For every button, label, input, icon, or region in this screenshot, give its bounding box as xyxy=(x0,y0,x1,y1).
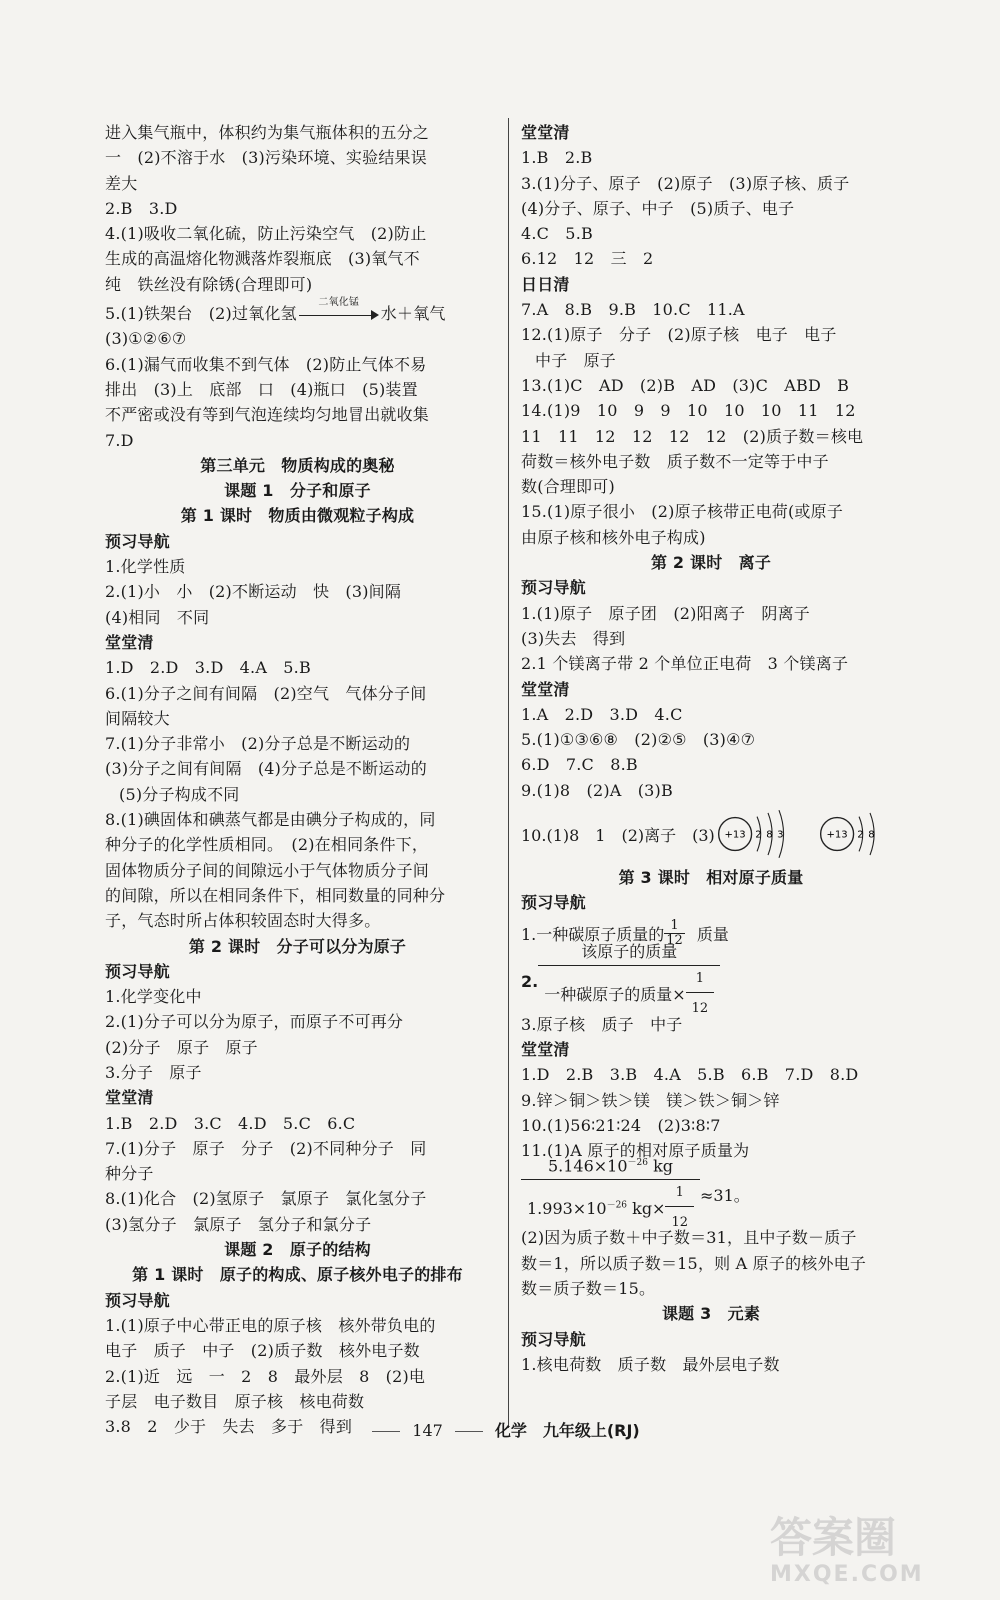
atom-diagram-aluminum xyxy=(715,807,799,861)
section-heading: 预习导航 xyxy=(105,961,170,981)
section-heading: 预习导航 xyxy=(521,1329,586,1349)
denominator: 12 xyxy=(671,1215,689,1231)
text-line: (5)分子构成不同 xyxy=(119,784,240,804)
text-line: 12.(1)原子 分子 (2)原子核 电子 电子 xyxy=(521,325,837,345)
item-number: 2. xyxy=(521,972,539,992)
topic-title: 课题 1 分子和原子 xyxy=(224,481,371,501)
text-line: 8.(1)碘固体和碘蒸气都是由碘分子构成的，同 xyxy=(105,810,436,830)
lesson-title: 第 3 课时 相对原子质量 xyxy=(618,868,804,888)
text-line: (3)氢分子 氯原子 氢分子和氯分子 xyxy=(105,1214,372,1234)
denominator: 12 xyxy=(691,1000,709,1016)
denominator-exponent: －26 xyxy=(606,1200,628,1211)
formula-numerator: 该原子的质量 xyxy=(538,941,720,966)
shell-electrons: 2 xyxy=(857,829,864,841)
formula-line xyxy=(521,941,901,1016)
section-heading: 预习导航 xyxy=(105,1290,170,1310)
formula-result: ≈31。 xyxy=(700,1185,750,1205)
footer-dash xyxy=(455,1431,483,1432)
text-line: 子层 电子数目 原子核 核电荷数 xyxy=(105,1391,365,1411)
nucleus-charge: +13 xyxy=(724,829,746,841)
text-line: 子，气态时所占体积较固态时大得多。 xyxy=(105,911,381,931)
text-line: 数＝1，所以质子数＝15，则 A 原子的核外电子 xyxy=(521,1253,867,1273)
equation-line xyxy=(105,296,490,326)
text-line: 7.(1)分子 原子 分子 (2)不同种分子 同 xyxy=(105,1138,427,1158)
formula-numerator xyxy=(521,1152,700,1180)
text-line: 的间隙，所以在相同条件下，相同数量的同种分 xyxy=(105,885,446,905)
text-line: 不严密或没有等到气泡连续均匀地冒出就收集 xyxy=(105,405,430,425)
shell-electrons: 8 xyxy=(868,829,875,841)
formula-line xyxy=(521,1156,901,1231)
text-line: (4)相同 不同 xyxy=(105,607,210,627)
text-line: 2.(1)近 远 一 2 8 最外层 8 (2)电 xyxy=(105,1366,426,1386)
text-line: 2.B 3.D xyxy=(105,198,178,218)
text-line: 11 11 12 12 12 12 (2)质子数＝核电 xyxy=(521,426,864,446)
text-line: 7.(1)分子非常小 (2)分子总是不断运动的 xyxy=(105,734,411,754)
text-line: 3.(1)分子、原子 (2)原子 (3)原子核、质子 xyxy=(521,173,850,193)
text-line: 中子 原子 xyxy=(535,350,617,370)
lesson-title: 第 2 课时 分子可以分为原子 xyxy=(188,936,407,956)
text-line: 进入集气瓶中，体积约为集气瓶体积的五分之 xyxy=(105,123,430,142)
text-line: 1.化学变化中 xyxy=(105,987,202,1007)
fraction-prefix: 1.一种碳原子质量的 xyxy=(521,925,665,945)
text-line: 纯 铁丝没有除锈(合理即可) xyxy=(105,274,313,294)
page-number: 147 xyxy=(412,1421,443,1440)
text-line: 差大 xyxy=(105,173,138,193)
text-line: 2.(1)小 小 (2)不断运动 快 (3)间隔 xyxy=(105,582,402,602)
fraction-suffix: 质量 xyxy=(696,925,729,945)
shell-electrons: 3 xyxy=(776,829,784,841)
mass-ratio-fraction xyxy=(521,1152,700,1237)
text-line: 13.(1)C AD (2)B AD (3)C ABD B xyxy=(521,375,850,395)
shell-electrons: 2 xyxy=(755,829,762,841)
lesson-title: 第 1 课时 原子的构成、原子核外电子的排布 xyxy=(132,1265,463,1285)
text-line: 9.锌＞铜＞铁＞镁 镁＞铁＞铜＞锌 xyxy=(521,1090,780,1110)
watermark-logo xyxy=(770,1514,980,1592)
text-line: 1.B 2.D 3.C 4.D 5.C 6.C xyxy=(105,1113,356,1133)
denominator-text: 一种碳原子的质量× xyxy=(544,984,686,1004)
text-line: 6.12 12 三 2 xyxy=(521,249,654,269)
atom-structure-line xyxy=(521,803,901,865)
text-line: 1.核电荷数 质子数 最外层电子数 xyxy=(521,1354,780,1374)
text-line: 荷数＝核外电子数 质子数不一定等于中子 xyxy=(521,451,829,471)
text-line: 种分子 xyxy=(105,1164,154,1184)
text-line: 5.(1)①③⑥⑧ (2)②⑤ (3)④⑦ xyxy=(521,730,756,750)
topic-title: 课题 3 元素 xyxy=(661,1304,761,1324)
text-line: 1.(1)原子 原子团 (2)阳离子 阴离子 xyxy=(521,603,810,623)
equation-product: 水＋氧气 xyxy=(380,304,446,324)
nucleus-charge: +13 xyxy=(826,829,848,841)
left-column xyxy=(105,120,490,1439)
text-line: 间隔较大 xyxy=(105,708,170,728)
text-line: 1.B 2.B xyxy=(521,148,593,168)
text-line: 14.(1)9 10 9 9 10 10 10 11 12 xyxy=(521,401,856,421)
unit-title: 第三单元 物质构成的奥秘 xyxy=(200,455,395,475)
text-line: 种分子的化学性质相同。 (2)在相同条件下， xyxy=(105,835,429,855)
text-line: (4)分子、原子、中子 (5)质子、电子 xyxy=(521,198,795,218)
text-line: (3)①②⑥⑦ xyxy=(105,329,187,349)
text-line: 6.(1)漏气而收集不到气体 (2)防止气体不易 xyxy=(105,354,427,374)
text-line: 1.化学性质 xyxy=(105,557,186,577)
topic-title: 课题 2 原子的结构 xyxy=(224,1240,371,1260)
text-line: 固体物质分子间的间隙远小于气体物质分子间 xyxy=(105,860,430,880)
text-line: 3.8 2 少于 失去 多于 得到 xyxy=(105,1417,353,1437)
numerator: 1 xyxy=(665,1182,694,1207)
formula-fraction xyxy=(538,941,720,1023)
text-line: 3.分子 原子 xyxy=(105,1062,202,1082)
equation-text: 5.(1)铁架台 (2)过氧化氢 xyxy=(105,304,297,324)
denominator: 12 xyxy=(666,933,683,949)
text-line: (2)分子 原子 原子 xyxy=(105,1037,258,1057)
numerator-exponent: －26 xyxy=(627,1157,648,1168)
section-heading: 堂堂清 xyxy=(521,123,570,142)
text-line: 1.D 2.D 3.D 4.A 5.B xyxy=(105,658,311,678)
text-line: 2.(1)分子可以分为原子，而原子不可再分 xyxy=(105,1012,404,1032)
shell-electrons: 8 xyxy=(766,829,773,841)
lesson-title: 第 1 课时 物质由微观粒子构成 xyxy=(180,506,415,526)
text-line: 由原子核和核外电子构成) xyxy=(521,527,706,547)
atom-diagram-aluminum-ion xyxy=(817,807,901,861)
lesson-title: 第 2 课时 离子 xyxy=(650,553,772,573)
footer-subject: 化学 九年级上(RJ) xyxy=(494,1421,640,1440)
text-line: 6.D 7.C 8.B xyxy=(521,755,638,775)
text-line: (3)分子之间有间隔 (4)分子总是不断运动的 xyxy=(105,759,427,779)
section-heading: 预习导航 xyxy=(105,531,170,551)
numerator-base: 5.146×10 xyxy=(547,1156,628,1176)
section-heading: 预习导航 xyxy=(521,578,586,598)
numerator: 1 xyxy=(664,919,685,934)
section-heading: 预习导航 xyxy=(521,893,586,913)
text-line: (3)失去 得到 xyxy=(521,628,626,648)
text-line: 生成的高温熔化物溅落炸裂瓶底 (3)氧气不 xyxy=(105,249,420,269)
section-heading: 堂堂清 xyxy=(521,679,570,699)
text-line: 1.A 2.D 3.D 4.C xyxy=(521,704,683,724)
text-line: 3.原子核 质子 中子 xyxy=(521,1014,683,1034)
fraction xyxy=(686,968,715,1023)
text-line: 10.(1)56∶21∶24 (2)3∶8∶7 xyxy=(521,1115,721,1135)
text-line: 电子 质子 中子 (2)质子数 核外电子数 xyxy=(105,1341,420,1361)
column-divider xyxy=(508,118,509,1428)
page-footer xyxy=(0,1418,1000,1441)
watermark-cn: 答案圈 xyxy=(770,1513,897,1562)
section-heading: 日日清 xyxy=(521,274,570,294)
text-line: 数＝质子数＝15。 xyxy=(521,1278,656,1298)
section-heading: 堂堂清 xyxy=(521,1039,570,1059)
text-line: 数(合理即可) xyxy=(521,477,615,497)
text-line: 4.C 5.B xyxy=(521,224,593,244)
text-line: (2)因为质子数＋中子数＝31，且中子数－质子 xyxy=(521,1228,857,1248)
text-line: 6.(1)分子之间有间隔 (2)空气 气体分子间 xyxy=(105,683,427,703)
text-line: 7.A 8.B 9.B 10.C 11.A xyxy=(521,300,745,320)
text-line: 4.(1)吸收二氧化硫，防止污染空气 (2)防止 xyxy=(105,224,427,244)
text-line: 1.D 2.B 3.B 4.A 5.B 6.B 7.D 8.D xyxy=(521,1065,859,1085)
denominator-base: 1.993×10 xyxy=(527,1199,607,1219)
text-line: 1.(1)原子中心带正电的原子核 核外带负电的 xyxy=(105,1315,436,1335)
text-line: 7.D xyxy=(105,430,134,450)
right-column xyxy=(521,120,901,1377)
text-line: 15.(1)原子很小 (2)原子核带正电荷(或原子 xyxy=(521,502,844,522)
text-line: 2.1 个镁离子带 2 个单位正电荷 3 个镁离子 xyxy=(521,654,849,674)
text-line: 10.(1)8 1 (2)离子 (3) xyxy=(521,825,715,845)
text-line: 8.(1)化合 (2)氢原子 氯原子 氯化氢分子 xyxy=(105,1189,427,1209)
numerator-unit: kg xyxy=(648,1156,674,1176)
text-line: 11.(1)A 原子的相对原子质量为 xyxy=(521,1141,750,1161)
watermark-en: MXQE.COM xyxy=(770,1562,924,1587)
numerator: 1 xyxy=(686,968,715,993)
reaction-arrow xyxy=(299,296,379,321)
text-line: 排出 (3)上 底部 口 (4)瓶口 (5)装置 xyxy=(105,379,418,399)
section-heading: 堂堂清 xyxy=(105,1088,154,1108)
denominator-unit: kg× xyxy=(627,1199,666,1219)
section-heading: 堂堂清 xyxy=(105,632,154,652)
reaction-condition: 二氧化锰 xyxy=(318,296,360,308)
footer-dash xyxy=(372,1431,400,1432)
text-line: 9.(1)8 (2)A (3)B xyxy=(521,780,673,800)
text-line: 一 (2)不溶于水 (3)污染环境、实验结果误 xyxy=(105,148,427,168)
